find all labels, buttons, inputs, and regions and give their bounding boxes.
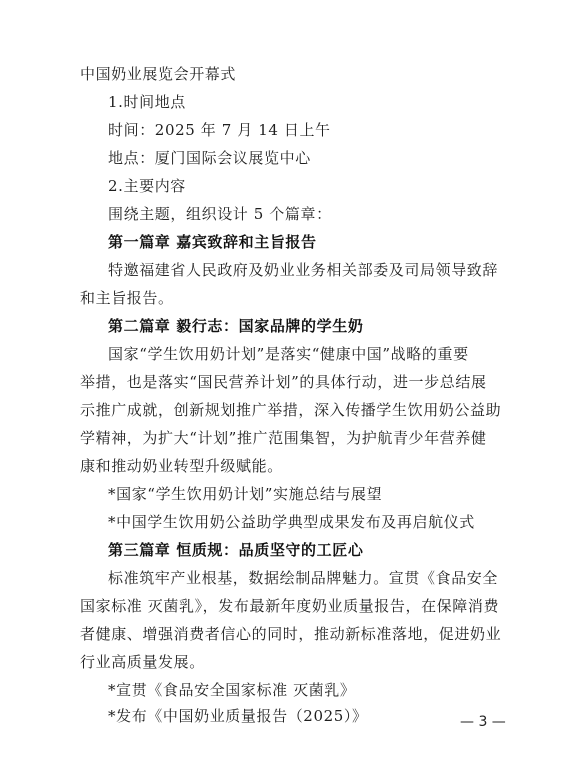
chapter3-bullet-item: *宣贯《食品安全国家标准 灭菌乳》 [108,681,356,699]
chapter-heading-1: 第一篇章 嘉宾致辞和主旨报告 [108,233,317,251]
chapter2-paragraph-line: 举措，也是落实“国民营养计划”的具体行动，进一步总结展 [80,373,487,391]
chapter3-paragraph-line: 行业高质量发展。 [80,653,205,671]
chapter2-paragraph-line: 示推广成就，创新规划推广举措，深入传播学生饮用奶公益助 [80,401,502,419]
chapter2-paragraph-line: 康和推动奶业转型升级赋能。 [80,457,283,475]
chapter1-paragraph-line: 和主旨报告。 [80,289,174,307]
intro-line: 围绕主题，组织设计 5 个篇章： [108,205,332,223]
chapter-heading-2: 第二篇章 毅行志：国家品牌的学生奶 [108,317,364,335]
chapter-heading-3: 第三篇章 恒质规：品质坚守的工匠心 [108,541,364,559]
section-heading-main-content: 2.主要内容 [108,177,186,195]
document-title: 中国奶业展览会开幕式 [80,65,237,83]
chapter3-bullet-item: *发布《中国奶业质量报告（2025）》 [108,707,368,725]
chapter2-bullet-item: *国家“学生饮用奶计划”实施总结与展望 [108,485,383,503]
chapter2-paragraph-line: 学精神，为扩大“计划”推广范围集智，为护航青少年营养健 [80,429,487,447]
chapter3-paragraph-line: 标准筑牢产业根基，数据绘制品牌魅力。宣贯《食品安全 [108,569,499,587]
place-line: 地点：厦门国际会议展览中心 [108,149,311,167]
chapter3-paragraph-line: 国家标准 灭菌乳》，发布最新年度奶业质量报告，在保障消费 [80,597,500,615]
chapter2-paragraph-line: 国家“学生饮用奶计划”是落实“健康中国”战略的重要 [108,345,469,363]
section-heading-time-place: 1.时间地点 [108,93,186,111]
chapter2-bullet-item: *中国学生饮用奶公益助学典型成果发布及再启航仪式 [108,513,475,531]
page-number: — 3 — [460,714,506,730]
chapter3-paragraph-line: 者健康、增强消费者信心的同时，推动新标准落地，促进奶业 [80,625,502,643]
chapter1-paragraph-line: 特邀福建省人民政府及奶业业务相关部委及司局领导致辞 [108,261,499,279]
time-line: 时间：2025 年 7 月 14 日上午 [108,121,331,139]
